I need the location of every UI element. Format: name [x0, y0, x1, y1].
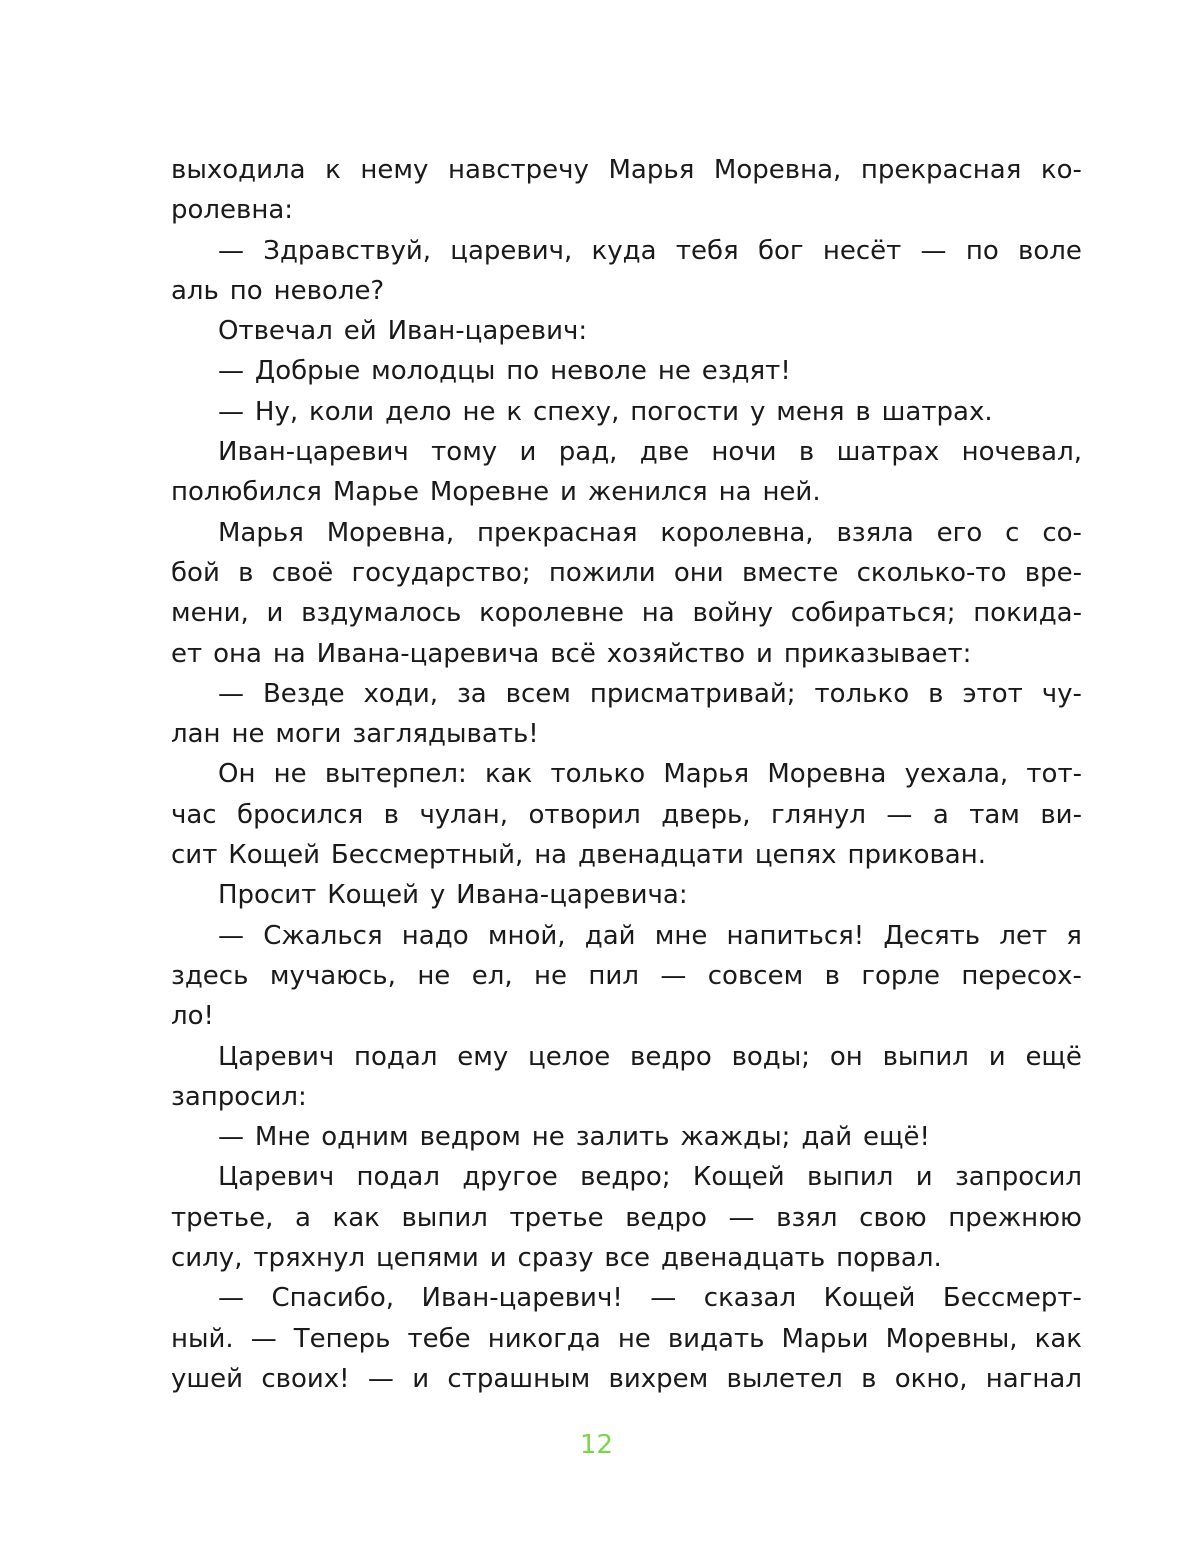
word: прекрасная: [860, 155, 1022, 185]
word: Отвечал: [218, 316, 333, 347]
word: не: [273, 759, 307, 790]
word: целое: [528, 1041, 611, 1072]
word: Моревне: [429, 477, 550, 508]
word: цепями: [375, 1243, 479, 1274]
word: воды;: [731, 1041, 811, 1072]
word: отворил: [528, 799, 641, 830]
word: погости: [630, 396, 740, 427]
word: Сжалься: [263, 920, 383, 951]
text-line: [171, 795, 1082, 835]
word: как: [332, 1202, 380, 1233]
word: ведро;: [580, 1162, 671, 1193]
word: бой: [171, 557, 220, 588]
text-line: [171, 875, 1082, 915]
word: ведром: [419, 1122, 521, 1153]
word: одним: [321, 1122, 409, 1153]
page-number: 12: [579, 1430, 614, 1460]
word: тому: [431, 437, 498, 468]
word: женился: [587, 477, 708, 508]
text-line: [171, 1157, 1082, 1197]
word: Ивана-царевича:: [456, 880, 688, 911]
word: —: [920, 235, 947, 266]
word: в: [383, 799, 399, 830]
word: к: [506, 396, 523, 427]
word: —: [218, 920, 244, 951]
word: ло!: [171, 1001, 214, 1032]
word: его: [936, 517, 983, 548]
word: королевне: [479, 598, 625, 629]
word: к: [325, 155, 341, 185]
word: покида-: [973, 598, 1082, 629]
word: вылетел: [726, 1363, 843, 1394]
word: лет: [999, 920, 1048, 951]
word: ролевна:: [171, 195, 294, 226]
text-line: [171, 472, 1082, 512]
text-line: [171, 593, 1082, 633]
word: взяла: [836, 517, 914, 548]
word: Моревны,: [885, 1323, 1018, 1354]
word: Кощей: [327, 880, 419, 911]
word: на: [272, 638, 306, 669]
word: всем: [505, 678, 571, 709]
word: ко-: [1040, 155, 1082, 185]
word: мучаюсь,: [269, 960, 396, 991]
word: сказал: [703, 1283, 797, 1314]
text-line: [171, 351, 1082, 391]
word: подал: [354, 1041, 438, 1072]
word: не: [531, 1122, 565, 1153]
word: не: [417, 960, 451, 991]
word: ещё!: [863, 1122, 930, 1153]
text-line: [171, 754, 1082, 794]
word: вытерпел:: [324, 759, 467, 790]
word: моги: [275, 719, 342, 750]
word: прежнюю: [948, 1202, 1082, 1233]
word: в: [238, 557, 254, 588]
word: страшным: [447, 1363, 591, 1394]
word: ещё: [1025, 1041, 1082, 1072]
word: дверь,: [661, 799, 751, 830]
word: меня: [776, 396, 845, 427]
word: —: [367, 1363, 394, 1394]
word: Он: [218, 759, 256, 790]
word: на: [641, 598, 675, 629]
word: Кощей: [692, 1162, 785, 1193]
word: пересох-: [961, 960, 1082, 991]
word: Кощей: [823, 1283, 916, 1314]
word: никогда: [487, 1323, 601, 1354]
text-line: [171, 150, 1082, 190]
word: я: [1066, 920, 1082, 951]
word: собираться;: [790, 598, 956, 629]
word: дай: [584, 920, 636, 951]
word: здесь: [171, 960, 249, 991]
word: этот: [962, 678, 1023, 709]
text-line: [171, 1359, 1082, 1399]
word: силу,: [171, 1243, 243, 1274]
word: лан: [171, 719, 221, 750]
word: запросил:: [171, 1081, 307, 1112]
word: третье,: [171, 1202, 274, 1233]
word: —: [650, 1283, 677, 1314]
text-line: [171, 1077, 1082, 1117]
word: по: [229, 275, 263, 306]
word: Моревна,: [713, 155, 842, 185]
word: не: [231, 719, 265, 750]
text-line: [171, 392, 1082, 432]
word: Моревна,: [326, 517, 455, 548]
word: тряхнул: [253, 1243, 366, 1274]
word: сколько-то: [856, 557, 1007, 588]
word: Марья: [218, 517, 304, 548]
word: ел,: [471, 960, 513, 991]
word: ночевал,: [961, 437, 1082, 468]
word: несёт: [822, 235, 902, 266]
word: порвал.: [836, 1243, 942, 1274]
word: Спасибо,: [271, 1283, 394, 1314]
word: и: [266, 598, 284, 629]
word: другое: [462, 1162, 558, 1193]
word: выпил: [882, 1041, 969, 1072]
word: своё: [271, 557, 334, 588]
word: сразу: [517, 1243, 594, 1274]
word: —: [218, 1283, 244, 1314]
word: ней.: [762, 477, 821, 508]
word: выходила: [171, 155, 306, 185]
word: —: [218, 235, 244, 266]
text-line: [171, 1117, 1082, 1157]
text-line: [171, 674, 1082, 714]
word: мной,: [487, 920, 566, 951]
word: не: [534, 960, 568, 991]
word: надо: [401, 920, 469, 951]
word: и: [412, 1363, 430, 1394]
text-line: [171, 835, 1082, 875]
word: а: [294, 1202, 311, 1233]
word: полюбился: [171, 477, 322, 508]
text-line: [171, 311, 1082, 351]
word: Иван-царевич:: [387, 316, 588, 347]
text-line: [171, 1198, 1082, 1238]
word: вре-: [1024, 557, 1082, 588]
word: Теперь: [293, 1323, 391, 1354]
word: на: [718, 477, 752, 508]
word: и: [489, 1243, 507, 1274]
word: Бессмертный,: [330, 840, 524, 871]
word: пожили: [548, 557, 656, 588]
word: неволе?: [273, 275, 385, 306]
word: со-: [1042, 517, 1082, 548]
word: коли: [309, 396, 375, 427]
word: ет: [171, 638, 203, 669]
text-line: [171, 432, 1082, 472]
word: двенадцать: [660, 1243, 826, 1274]
word: —: [218, 678, 244, 709]
word: там: [969, 799, 1020, 830]
word: Мне: [254, 1122, 311, 1153]
word: не: [657, 356, 691, 387]
word: третье: [509, 1202, 604, 1233]
word: ный.: [171, 1323, 234, 1354]
word: —: [218, 1122, 244, 1153]
word: свою: [859, 1202, 927, 1233]
word: неволе: [550, 356, 647, 387]
word: своих!: [261, 1363, 350, 1394]
word: по: [506, 356, 540, 387]
word: и: [560, 477, 577, 508]
word: королевна,: [660, 517, 814, 548]
word: Марье: [332, 477, 420, 508]
word: пил: [588, 960, 639, 991]
text-line: [171, 916, 1082, 956]
word: у: [749, 396, 766, 427]
word: ходи,: [363, 678, 438, 709]
word: —: [250, 1323, 277, 1354]
word: видать: [667, 1323, 765, 1354]
word: в: [861, 1363, 877, 1394]
word: а: [932, 799, 949, 830]
word: куда: [591, 235, 657, 266]
text-line: [171, 271, 1082, 311]
word: Бессмерт-: [942, 1283, 1082, 1314]
word: и: [519, 437, 537, 468]
text-line: [171, 1037, 1082, 1077]
word: спеху,: [533, 396, 620, 427]
word: как: [1034, 1323, 1082, 1354]
word: ведро: [630, 1041, 712, 1072]
word: —: [218, 396, 244, 427]
word: мени,: [171, 598, 249, 629]
word: приказывает:: [783, 638, 972, 669]
word: по: [965, 235, 999, 266]
word: двенадцати: [578, 840, 744, 871]
text-line: [171, 553, 1082, 593]
word: Иван-царевич: [218, 437, 409, 468]
word: только: [814, 678, 910, 709]
word: царевич,: [450, 235, 573, 266]
word: только: [550, 759, 646, 790]
text-line: [171, 714, 1082, 754]
word: молодцы: [371, 356, 496, 387]
word: залить: [575, 1122, 670, 1153]
word: напиться!: [726, 920, 865, 951]
text-line: [171, 956, 1082, 996]
word: цепях: [754, 840, 837, 871]
word: ночи: [711, 437, 777, 468]
word: сит: [171, 840, 218, 871]
word: аль: [171, 275, 219, 306]
word: нему: [360, 155, 429, 185]
word: прекрасная: [476, 517, 638, 548]
word: вихрем: [608, 1363, 709, 1394]
word: тот-: [1026, 759, 1082, 790]
word: нагнал: [985, 1363, 1082, 1394]
word: ему: [457, 1041, 509, 1072]
word: Кощей: [228, 840, 320, 871]
word: вместе: [741, 557, 839, 588]
word: рад,: [558, 437, 618, 468]
word: навстречу: [447, 155, 589, 185]
word: окно,: [894, 1363, 968, 1394]
word: горле: [861, 960, 941, 991]
word: Здравствуй,: [263, 235, 431, 266]
word: Царевич: [218, 1162, 335, 1193]
word: Десять: [883, 920, 981, 951]
word: ведро: [625, 1202, 707, 1233]
word: и: [756, 638, 773, 669]
word: в: [824, 960, 840, 991]
word: выпил: [401, 1202, 488, 1233]
word: две: [639, 437, 690, 468]
word: не: [462, 396, 496, 427]
word: заглядывать!: [352, 719, 539, 750]
word: Царевич: [218, 1041, 335, 1072]
word: Добрые: [254, 356, 361, 387]
word: —: [886, 799, 913, 830]
word: —: [660, 960, 687, 991]
word: Моревна: [767, 759, 887, 790]
word: дай: [801, 1122, 853, 1153]
word: Везде: [262, 678, 345, 709]
word: чу-: [1041, 678, 1082, 709]
word: войну: [692, 598, 773, 629]
text-line: [171, 996, 1082, 1036]
word: Просит: [218, 880, 317, 911]
word: и: [988, 1041, 1006, 1072]
word: Ну,: [254, 396, 299, 427]
word: совсем: [707, 960, 804, 991]
word: взял: [776, 1202, 838, 1233]
word: —: [728, 1202, 755, 1233]
word: прикован.: [847, 840, 986, 871]
word: час: [171, 799, 217, 830]
word: всё: [550, 638, 596, 669]
word: не: [617, 1323, 651, 1354]
word: присматривай;: [589, 678, 796, 709]
word: запросил: [954, 1162, 1082, 1193]
word: и: [915, 1162, 933, 1193]
word: ездят!: [701, 356, 791, 387]
word: бог: [757, 235, 804, 266]
word: мне: [654, 920, 708, 951]
word: воле: [1018, 235, 1082, 266]
word: тебе: [407, 1323, 471, 1354]
word: ушей: [171, 1363, 244, 1394]
word: Ивана-царевича: [316, 638, 540, 669]
word: все: [604, 1243, 651, 1274]
word: с: [1005, 517, 1020, 548]
word: дело: [385, 396, 452, 427]
text-line: [171, 231, 1082, 271]
word: она: [213, 638, 262, 669]
word: Марья: [608, 155, 695, 185]
word: он: [829, 1041, 863, 1072]
text-line: [171, 1238, 1082, 1278]
word: шатрах.: [881, 396, 993, 427]
word: шатрах: [836, 437, 940, 468]
word: они: [673, 557, 724, 588]
text-line: [171, 1278, 1082, 1318]
word: чулан,: [419, 799, 508, 830]
word: ви-: [1040, 799, 1082, 830]
word: подал: [356, 1162, 440, 1193]
word: в: [798, 437, 815, 468]
word: выпил: [807, 1162, 894, 1193]
text-line: [171, 513, 1082, 553]
word: уехала,: [904, 759, 1009, 790]
word: глянул: [771, 799, 866, 830]
word: Марьи: [781, 1323, 869, 1354]
word: вздумалось: [301, 598, 462, 629]
word: как: [484, 759, 533, 790]
word: тебя: [675, 235, 739, 266]
word: в: [928, 678, 944, 709]
body-text: [171, 150, 1082, 1399]
text-line: [171, 634, 1082, 674]
word: за: [456, 678, 487, 709]
word: в: [855, 396, 871, 427]
word: Марья: [663, 759, 750, 790]
word: бросился: [237, 799, 364, 830]
word: —: [218, 356, 244, 387]
text-line: [171, 190, 1082, 230]
word: жажды;: [680, 1122, 791, 1153]
word: у: [429, 880, 446, 911]
word: ей: [343, 316, 377, 347]
word: государство;: [351, 557, 531, 588]
word: Иван-царевич!: [421, 1283, 623, 1314]
word: на: [534, 840, 568, 871]
word: хозяйство: [606, 638, 746, 669]
text-line: [171, 1319, 1082, 1359]
